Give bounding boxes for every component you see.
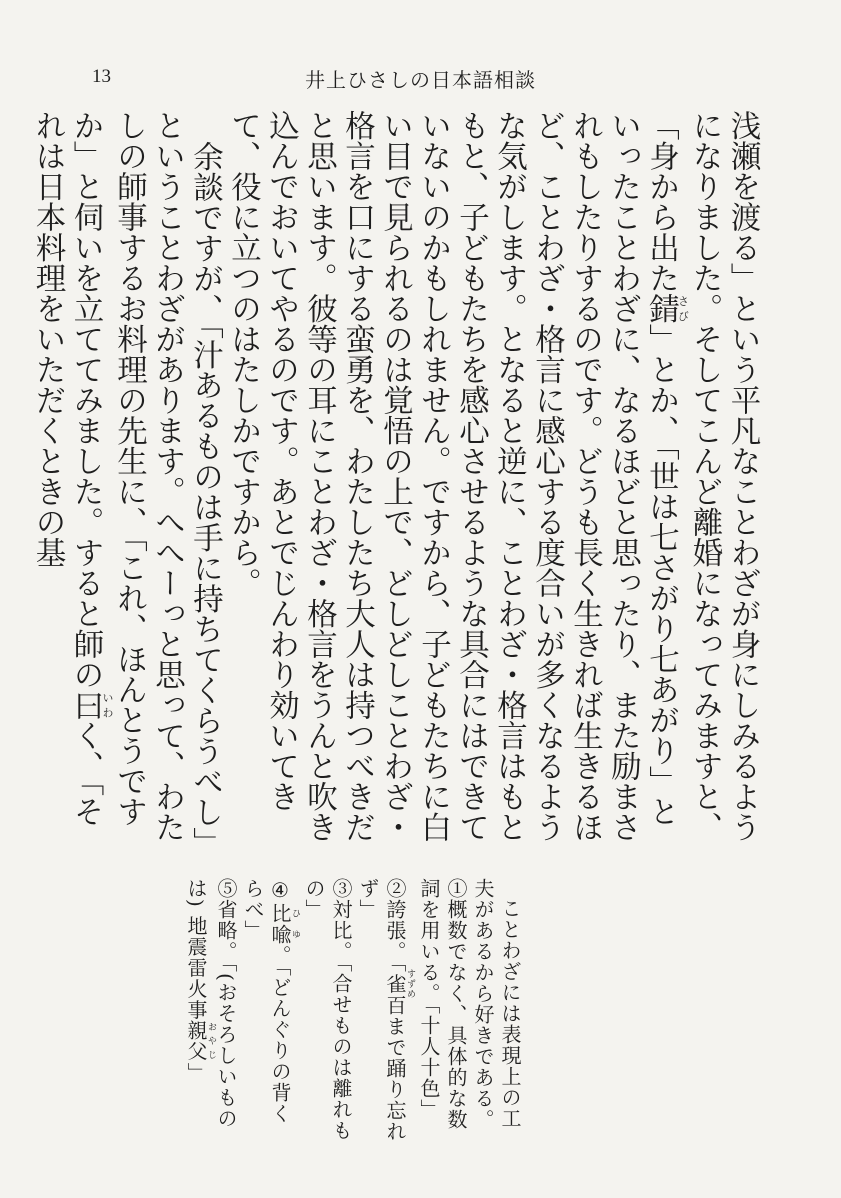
running-title: 井上ひさしの日本語相談 (305, 68, 536, 92)
ruby-oyaji: 親父おやじ (184, 1020, 216, 1063)
paragraph-2-part-a: 余談ですが、「汁あるものは手に持ちてくらうべし」ということわざがあります。へへーっと思って、わたしの師事するお料理の先生に、「これ、ほんとうですか」と伺いを立ててみました。すると師の (68, 110, 223, 842)
footnote-block (184, 878, 523, 1143)
note-item-1: ①概数でなく、具体的な数詞を用いる。「十人十色」 (417, 878, 468, 1130)
ruby-suzume: 雀すずめ (383, 969, 415, 999)
note-item-5: ⑤省略。「(おそろしいものは) 地震雷火事親父おやじ」 (184, 878, 238, 1129)
paragraph-2 (28, 110, 224, 850)
page-number: 13 (92, 66, 111, 87)
paragraph-1-part-a: 浅瀬を渡る」という平凡なことわざが身にしみるようになりました。そしてこんど離婚になってみますと、「身から出た (643, 110, 760, 842)
paragraph-1-part-b: 」とか、「世は七さがり七あがり」といったことわざに、なるほどと思ったり、また励まされもしたりするのです。どうも長く生きれば生きるほど、ことわざ・格言に感心する度合いが多くなるような気がします。となると逆に、ことわざ・格言はもともと、子どもたちを感心させるような具合にはできていないのかもしれません。ですから、子どもたちに白い目で見られるのは覚悟の上で、どしどしことわざ・格言を口にする蛮勇を、わたしたち大人は持つべきだと思います。彼等の耳にことわざ・格言をうんと吹き込んでおいてやるのです。あとでじんわり効いてきて、役に立つのはたしかですから。 (225, 110, 679, 842)
note-item-4: ④比喩ひゆ。「どんぐりの背くらべ」 (241, 878, 300, 1124)
note-item-2: ②誇張。「雀すずめ百まで踊り忘れず」 (356, 878, 415, 1142)
paragraph-2-part-b: く、「それは日本料理をいただくときの基 (30, 110, 103, 827)
ruby-hiyu: 比喩ひゆ (268, 903, 300, 945)
note-lead: ことわざには表現上の工夫があるから好きである。 (471, 878, 522, 1130)
ruby-sabi: 錆さび (643, 293, 690, 324)
note-item-3: ③対比。「合せものは離れもの」 (302, 878, 353, 1141)
main-text (30, 110, 761, 850)
paragraph-1 (224, 110, 762, 850)
ruby-iwa: 曰いわ (68, 689, 114, 720)
